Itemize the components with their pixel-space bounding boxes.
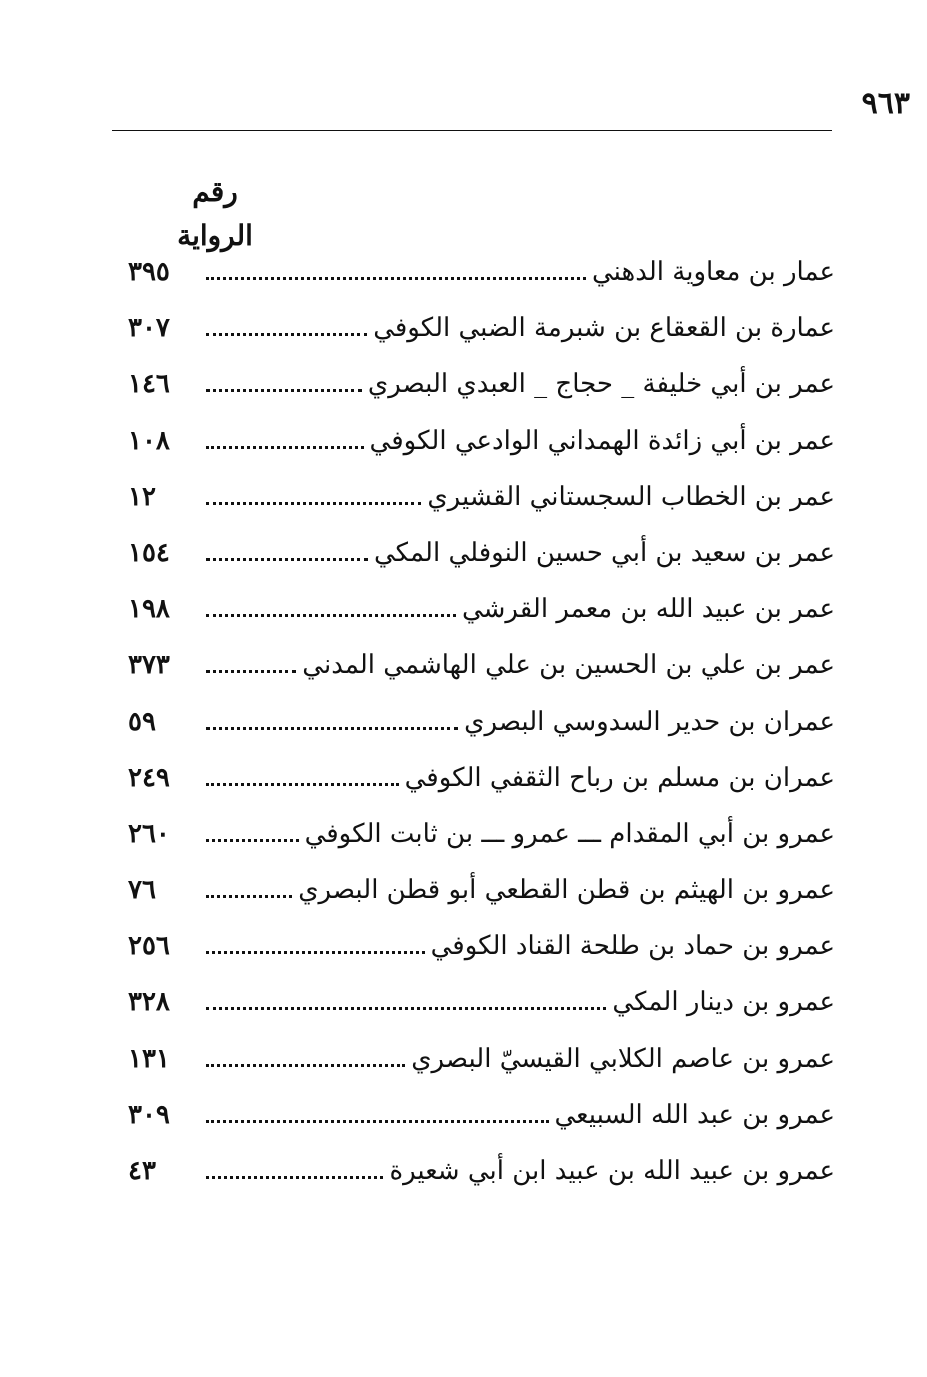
- page-number: ٩٦٣: [861, 86, 910, 121]
- dot-leader: [206, 1064, 405, 1067]
- dot-leader: [206, 389, 362, 392]
- entry-name: عمرو بن عبد الله السبيعي: [554, 1099, 835, 1130]
- entry-number: ١٣١: [128, 1043, 170, 1074]
- dot-leader: [206, 839, 299, 842]
- entry-number: ٢٥٦: [128, 931, 170, 962]
- index-row: [128, 469, 835, 525]
- dot-leader: [206, 951, 425, 954]
- index-row: [128, 750, 835, 806]
- index-row: [128, 244, 835, 300]
- entry-number: ٧٦: [128, 875, 156, 906]
- entry-number: ٣٠٩: [128, 1099, 170, 1130]
- entry-name: عمر بن عبيد الله بن معمر القرشي: [461, 594, 835, 625]
- dot-leader: [206, 333, 367, 336]
- entry-name: عمرو بن الهيثم بن قطن القطعي أبو قطن البصري: [298, 875, 835, 906]
- index-row: [128, 1087, 835, 1143]
- entry-name: عمرو بن حماد بن طلحة القناد الكوفي: [430, 931, 835, 962]
- index-list: [128, 244, 835, 1199]
- entry-name: عمران بن حدير السدوسي البصري: [464, 706, 835, 737]
- entry-number: ١٤٦: [128, 369, 170, 400]
- entry-name: عمر بن سعيد بن أبي حسين النوفلي المكي: [374, 537, 835, 568]
- index-row: [128, 637, 835, 693]
- dot-leader: [206, 1120, 549, 1123]
- dot-leader: [206, 895, 292, 898]
- entry-number: ٣٩٥: [128, 257, 170, 287]
- index-row: [128, 356, 835, 412]
- entry-name: عمرو بن دينار المكي: [612, 987, 835, 1018]
- index-row: [128, 1031, 835, 1087]
- entry-name: عمر بن أبي خليفة _ حجاج _ العبدي البصري: [367, 369, 835, 400]
- index-row: [128, 974, 835, 1030]
- entry-name: عمرو بن عاصم الكلابي القيسيّ البصري: [411, 1043, 835, 1074]
- entry-number: ١٩٨: [128, 594, 170, 625]
- index-row: [128, 806, 835, 862]
- dot-leader: [206, 614, 456, 617]
- index-row: [128, 581, 835, 637]
- entry-name: عمر بن أبي زائدة الهمداني الوادعي الكوفي: [369, 425, 835, 456]
- section-heading: رقم الرواية: [177, 175, 253, 252]
- index-row: [128, 918, 835, 974]
- dot-leader: [206, 670, 296, 673]
- entry-number: ٥٩: [128, 706, 156, 737]
- entry-number: ٢٦٠: [128, 818, 170, 849]
- entry-name: عمر بن علي بن الحسين بن علي الهاشمي المدني: [302, 650, 835, 681]
- entry-number: ٣٧٣: [128, 650, 170, 681]
- entry-name: عمارة بن القعقاع بن شبرمة الضبي الكوفي: [373, 313, 835, 344]
- index-row: [128, 525, 835, 581]
- entry-number: ١٥٤: [128, 537, 170, 568]
- entry-number: ١٢: [128, 481, 156, 512]
- dot-leader: [206, 502, 421, 505]
- dot-leader: [206, 277, 586, 280]
- entry-number: ٤٣: [128, 1156, 156, 1186]
- dot-leader: [206, 558, 368, 561]
- entry-name: عمرو بن عبيد الله بن عبيد ابن أبي شعيرة: [389, 1156, 835, 1186]
- dot-leader: [206, 1176, 383, 1179]
- index-row: [128, 300, 835, 356]
- dot-leader: [206, 1007, 606, 1010]
- dot-leader: [206, 783, 399, 786]
- entry-number: ١٠٨: [128, 425, 170, 456]
- index-row: [128, 413, 835, 469]
- entry-number: ٣٢٨: [128, 987, 170, 1018]
- index-row: [128, 694, 835, 750]
- entry-number: ٣٠٧: [128, 313, 170, 344]
- entry-name: عمر بن الخطاب السجستاني القشيري: [427, 481, 835, 512]
- entry-name: عمار بن معاوية الدهني: [592, 257, 835, 287]
- header-rule: [112, 130, 832, 131]
- entry-name: عمرو بن أبي المقدام ـــ عمرو ـــ بن ثابت الكوفي: [304, 818, 835, 849]
- index-row: [128, 1143, 835, 1199]
- dot-leader: [206, 446, 364, 449]
- entry-name: عمران بن مسلم بن رباح الثقفي الكوفي: [404, 762, 835, 793]
- dot-leader: [206, 727, 458, 730]
- index-row: [128, 862, 835, 918]
- entry-number: ٢٤٩: [128, 762, 170, 793]
